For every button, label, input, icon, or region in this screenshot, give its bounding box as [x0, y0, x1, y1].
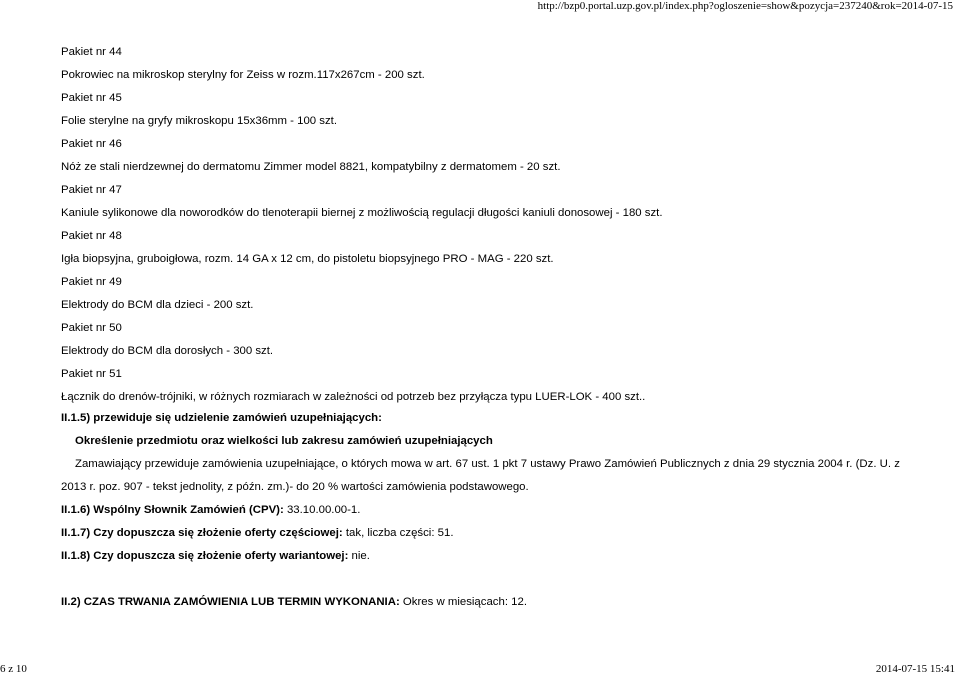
header-url: http://bzp0.portal.uzp.gov.pl/index.php?ogloszenie=show&pozycja=237240&rok=2014-07-15 [537, 0, 953, 12]
section-116-value: 33.10.00.00-1. [283, 504, 361, 516]
section-116-label: II.1.6) Wspólny Słownik Zamówień (CPV): [61, 504, 284, 516]
section-115-sub-label: Określenie przedmiotu oraz wielkości lub zakresu zamówień uzupełniających [75, 435, 493, 447]
footer-datetime: 2014-07-15 15:41 [875, 663, 955, 675]
section-118-label: II.1.8) Czy dopuszcza się złożenie oferty wariantowej: [61, 550, 349, 562]
section-117-label: II.1.7) Czy dopuszcza się złożenie oferty częściowej: [61, 527, 343, 539]
pakiet-48-title: Pakiet nr 48 [61, 230, 122, 242]
pakiet-50-desc: Elektrody do BCM dla dorosłych - 300 szt. [61, 345, 274, 357]
section-115-text-line2: 2013 r. poz. 907 - tekst jednolity, z późn. zm.)- do 20 % wartości zamówienia podstawowego. [61, 481, 529, 493]
section-2 [61, 595, 527, 609]
pakiet-48-desc: Igła biopsyjna, gruboigłowa, rozm. 14 GA x 12 cm, do pistoletu biopsyjnego PRO - MAG - 220 szt. [61, 253, 554, 265]
pakiet-49-title: Pakiet nr 49 [61, 276, 122, 288]
footer-page-number: 6 z 10 [0, 663, 27, 675]
pakiet-44-desc: Pokrowiec na mikroskop sterylny for Zeiss w rozm.117x267cm - 200 szt. [61, 69, 425, 81]
pakiet-47-desc: Kaniule sylikonowe dla noworodków do tlenoterapii biernej z możliwością regulacji długości kaniuli donosowej - 180 szt. [61, 207, 663, 219]
section-2-value: Okres w miesiącach: 12. [399, 596, 527, 608]
section-118 [61, 549, 370, 563]
pakiet-50-title: Pakiet nr 50 [61, 322, 122, 334]
section-116 [61, 503, 360, 517]
pakiet-44-title: Pakiet nr 44 [61, 46, 122, 58]
pakiet-49-desc: Elektrody do BCM dla dzieci - 200 szt. [61, 299, 254, 311]
section-2-label: II.2) CZAS TRWANIA ZAMÓWIENIA LUB TERMIN WYKONANIA: [61, 596, 400, 608]
section-118-value: nie. [348, 550, 370, 562]
pakiet-46-title: Pakiet nr 46 [61, 138, 122, 150]
section-117 [61, 526, 454, 540]
pakiet-51-desc: Łącznik do drenów-trójniki, w różnych rozmiarach w zależności od potrzeb bez przyłącza typu LUER-LOK - 400 szt.. [61, 391, 646, 403]
pakiet-51-title: Pakiet nr 51 [61, 368, 122, 380]
pakiet-46-desc: Nóż ze stali nierdzewnej do dermatomu Zimmer model 8821, kompatybilny z dermatomem - 20 szt. [61, 161, 561, 173]
pakiet-47-title: Pakiet nr 47 [61, 184, 122, 196]
section-115-text-line1: Zamawiający przewiduje zamówienia uzupełniające, o których mowa w art. 67 ust. 1 pkt 7 ustawy Prawo Zamówień Publicznych z dnia 29 stycznia 2004 r. (Dz. U. z [75, 458, 900, 470]
pakiet-45-desc: Folie sterylne na gryfy mikroskopu 15x36mm - 100 szt. [61, 115, 338, 127]
pakiet-45-title: Pakiet nr 45 [61, 92, 122, 104]
section-117-value: tak, liczba części: 51. [342, 527, 454, 539]
section-115-label: II.1.5) przewiduje się udzielenie zamówień uzupełniających: [61, 412, 382, 424]
